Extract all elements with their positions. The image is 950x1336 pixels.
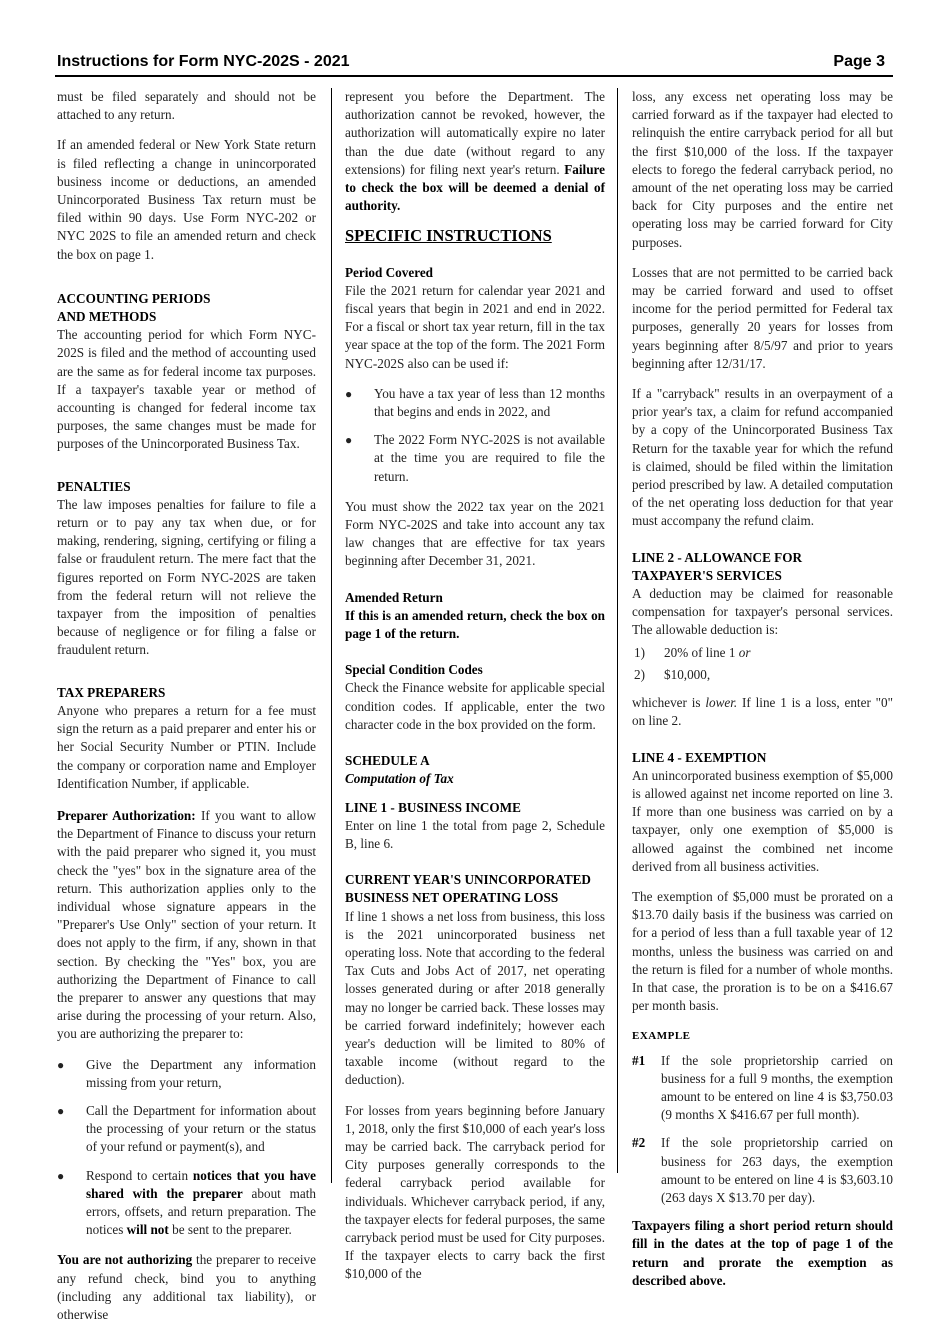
section-heading: LINE 4 - EXEMPTION	[632, 749, 767, 765]
paragraph	[57, 1251, 316, 1324]
paragraph: If line 1 shows a net loss from business, this loss is the 2021 unincorporated business net operating loss. Note that according to the federal Tax Cuts and Jobs Act of 2017, net operating losses generated during or after 2018 generally may no longer be carried back. These losses may be carried forward indefinitely; however each year's deduction will be limited to 80% of taxable income (without regard to the deduction).	[345, 908, 605, 1088]
paragraph: File the 2021 return for calendar year 2021 and fiscal years that begin in 2021 and end in 2022. For a fiscal or short tax year return, fill in the tax year space at the top of the form. The 2021 Form NYC-202S also can be used if:	[345, 282, 605, 371]
section-heading: ACCOUNTING PERIODS	[57, 290, 211, 306]
column-3	[632, 88, 893, 1302]
text: If the sole proprietorship carried on business for a full 9 months, the exemption amount to be entered on line 4 is $3,750.03 (9 months X $416.67 per full month).	[661, 1052, 893, 1123]
section-heading: LINE 1 - BUSINESS INCOME	[345, 799, 521, 815]
list-item	[632, 1052, 893, 1125]
paragraph: A deduction may be claimed for reasonable compensation for taxpayer's personal services. The allowable deduction is:	[632, 586, 893, 638]
bullet-list	[345, 385, 605, 486]
text: the preparer to receive any refund check, bind you to anything (including any additional tax liability), or otherwise	[57, 1252, 316, 1322]
text: 20% of line 1	[664, 644, 739, 660]
paragraph: must be filed separately and should not be attached to any return.	[57, 89, 316, 123]
example-list	[632, 1052, 893, 1208]
text: If the sole proprietorship carried on business for 263 days, the exemption amount to be entered on line 4 is $3,603.10 (263 days X $13.70 per day).	[661, 1135, 893, 1205]
section-heading: TAXPAYER'S SERVICES	[632, 567, 782, 583]
paragraph: The exemption of $5,000 must be prorated on a $13.70 daily basis if the business was carried on for a period of less than a full taxable year of 12 months, unless the business was carried on and the return is filed for a number of whole months. In that case, the proration is to be on a $416.67 per month basis.	[632, 888, 893, 1014]
section-heading: BUSINESS NET OPERATING LOSS	[345, 890, 559, 906]
numbered-list	[632, 644, 893, 684]
column-divider	[617, 88, 618, 1173]
paragraph	[57, 807, 316, 1044]
paragraph: You must show the 2022 tax year on the 2021 Form NYC-202S and take into account any tax law changes that are effective for tax years beginning after December 31, 2021.	[345, 498, 605, 569]
page-number: Page 3	[833, 53, 885, 70]
list-item: ● Give the Department any information missing from your return,	[57, 1056, 316, 1092]
section-heading: Amended Return	[345, 589, 443, 605]
list-number: #1	[632, 1052, 646, 1068]
section-heading: PENALTIES	[57, 478, 131, 494]
paragraph: The accounting period for which Form NYC-202S is filed and the method of accounting used are the same as for federal income tax purposes. If a taxpayer's taxable year or method of accounting is changed for federal income tax purposes, the same changes must be made for purposes of the Unincorporated Business Tax.	[57, 327, 316, 452]
bold-lead: Preparer Authorization:	[57, 807, 196, 823]
paragraph: For losses from years beginning before January 1, 2018, only the first $10,000 of each year's loss may be carried back. The carryback period for City purposes generally corresponds to the federal carryback period available for individuals. Whichever carryback period, if any, the taxpayer elects for federal purposes, the same carryback period must be used for City purposes. If the taxpayer elects to carry back the first $10,000 of the	[345, 1102, 605, 1282]
italic-text: or	[738, 644, 751, 660]
text: If line 1 is a loss, enter "0" on line 2.	[632, 695, 894, 729]
text: Respond to certain	[86, 1167, 193, 1183]
list-item: ● Call the Department for information about the processing of your return or the status of your refund or payment(s), and	[57, 1102, 316, 1157]
text: represent you before the Department. The authorization cannot be revoked, however, the authorization will automatically expire no later than the due date (without regard to any extensions) for filing next year's return.	[345, 89, 605, 177]
list-item: ● You have a tax year of less than 12 months that begins and ends in 2022, and	[345, 385, 605, 421]
paragraph: Taxpayers filing a short period return should fill in the dates at the top of page 1 of the return and prorate the exemption as described above.	[632, 1218, 893, 1288]
text: be sent to the preparer.	[168, 1222, 292, 1238]
italic-text: lower.	[705, 695, 738, 711]
paragraph: If a "carryback" results in an overpayment of a prior year's tax, a claim for refund accompanied by a copy of the Unincorporated Business Tax Return for the taxable year for which the refund is claimed, should be filed within the limitation period prescribed by law. A detailed computation of the net operating loss deduction for that year must accompany the refund claim.	[632, 386, 893, 529]
paragraph	[632, 694, 893, 730]
bold-text: notices that you have shared with the preparer	[86, 1167, 316, 1201]
section-heading: Period Covered	[345, 264, 434, 280]
paragraph: Check the Finance website for applicable special condition codes. If applicable, enter the two character code in the box provided on the form.	[345, 680, 605, 732]
section-title: SPECIFIC INSTRUCTIONS	[345, 226, 552, 246]
bold-text: will not	[126, 1222, 169, 1238]
column-divider	[331, 88, 332, 1183]
list-item	[632, 644, 893, 662]
paragraph	[345, 88, 605, 215]
paragraph: The law imposes penalties for failure to file a return or to pay any tax when due, or for making, rendering, signing, certifying or filing a false or fraudulent return. The mere fact that the figures reported on Form NYC-202S are taken from the federal return will not relieve the taxpayer from the imposition of penalties because of negligence or for filing a false or fraudulent return.	[57, 496, 316, 658]
bold-text: Failure to check the box will be deemed a denial of authority.	[345, 161, 605, 214]
section-heading: SCHEDULE A	[345, 753, 430, 769]
text: $10,000,	[664, 666, 711, 682]
header-rule	[55, 75, 893, 77]
bold-lead: You are not authorizing	[57, 1252, 193, 1268]
list-item: ● The 2022 Form NYC-202S is not available at the time you are required to file the return.	[345, 431, 605, 486]
list-number: 2)	[634, 666, 645, 682]
paragraph-text: If you want to allow the Department of Finance to discuss your return with the paid preparer who signed it, you must check the "yes" box in the signature area of the return. This authorization applies only to the individual whose signature appears in the "Preparer's Use Only" section of your return. It does not apply to the firm, if any, shown in that section. By checking the "Yes" box, you are authorizing the Department of Finance to call the preparer to answer any questions that may arise during the processing of your return. Also, you are authorizing the preparer to:	[57, 807, 316, 1042]
paragraph: If this is an amended return, check the box on page 1 of the return.	[345, 607, 605, 642]
list-number: #2	[632, 1135, 646, 1151]
page-header	[57, 53, 893, 75]
document-title: Instructions for Form NYC-202S - 2021	[57, 53, 350, 70]
column-1	[57, 88, 316, 1336]
list-item	[632, 666, 893, 684]
section-subheading: Computation of Tax	[345, 771, 454, 787]
paragraph: loss, any excess net operating loss may be carried forward as if the taxpayer had elected to relinquish the entire carryback period for all but the first $10,000 of the loss. If the taxpayer elects to forego the federal carryback period, no amount of the net operating loss may be carried back for City purposes and the entire net operating loss may be carried forward for City purposes.	[632, 89, 893, 250]
paragraph: Losses that are not permitted to be carried back may be carried forward and used to offset income for the period permitted for Federal tax purposes, generally 20 years for losses from years beginning after 8/5/97 and prior to years beginning after 12/31/17.	[632, 264, 893, 371]
column-2	[345, 88, 605, 1296]
paragraph: Anyone who prepares a return for a fee must sign the return as a paid preparer and enter his or her Social Security Number or PTIN. Include the company or corporation name and Employer Identification Number, if applicable.	[57, 702, 316, 791]
paragraph: If an amended federal or New York State return is filed reflecting a change in unincorporated business income or deductions, an amended Unincorporated Business Tax return must be filed within 90 days. Use Form NYC-202 or NYC 202S to file an amended return and check the box on page 1.	[57, 137, 316, 262]
section-heading: CURRENT YEAR'S UNINCORPORATED	[345, 872, 591, 888]
text: about math errors, offsets, and return preparation. The notices	[86, 1185, 317, 1238]
section-heading: AND METHODS	[57, 309, 157, 325]
paragraph: Enter on line 1 the total from page 2, Schedule B, line 6.	[345, 817, 605, 851]
section-heading: LINE 2 - ALLOWANCE FOR	[632, 549, 802, 565]
section-heading: TAX PREPARERS	[57, 684, 166, 700]
text: whichever is	[632, 695, 706, 711]
section-heading: Special Condition Codes	[345, 662, 483, 678]
list-item	[57, 1167, 316, 1240]
bullet-list	[57, 1056, 316, 1240]
list-number: 1)	[634, 644, 645, 660]
example-label: EXAMPLE	[632, 1030, 691, 1043]
paragraph: An unincorporated business exemption of $5,000 is allowed against net income reported on line 3. If more than one business was carried on by a taxpayer, only one exemption of $5,000 is allowed against the combined net income derived from all business activities.	[632, 767, 893, 874]
list-item	[632, 1134, 893, 1207]
